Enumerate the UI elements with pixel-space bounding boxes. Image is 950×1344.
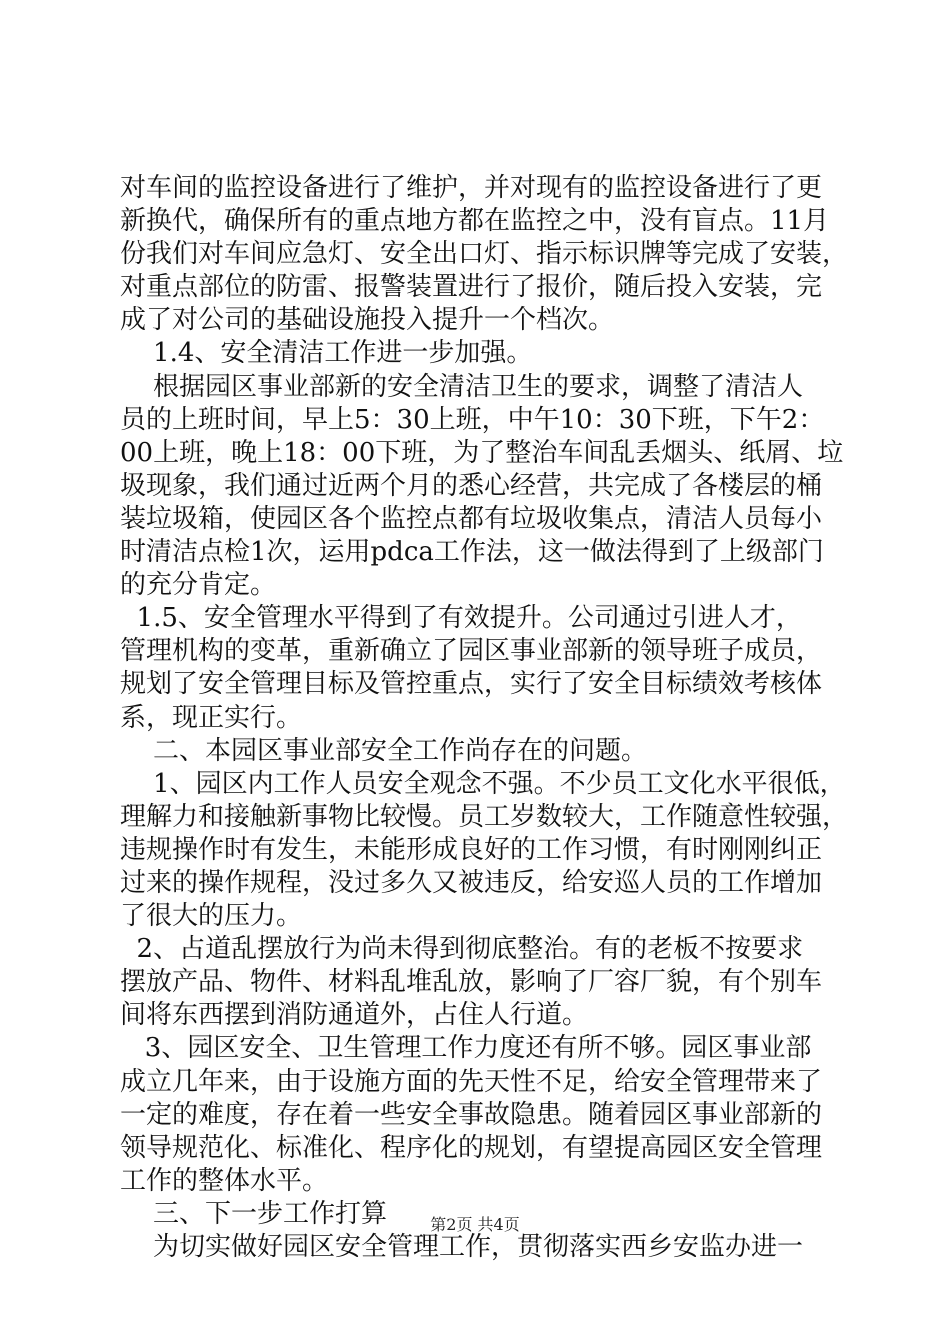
text-line: 份我们对车间应急灯、安全出口灯、指示标识牌等完成了安装， [120, 239, 849, 270]
text-line: 装垃圾箱，使园区各个监控点都有垃圾收集点，清洁人员每小 [120, 503, 823, 534]
page-footer [0, 1215, 950, 1235]
page-number: 第2页 共4页 [430, 1215, 520, 1234]
text-line: 员的上班时间，早上5：30上班，中午10：30下班，下午2： [120, 404, 825, 435]
text-line: 了很大的压力。 [120, 901, 303, 932]
text-line: 间将东西摆到消防通道外，占住人行道。 [120, 1000, 589, 1031]
text-line: 成立几年来，由于设施方面的先天性不足，给安全管理带来了 [120, 1066, 823, 1097]
text-line: 工作的整体水平。 [120, 1165, 329, 1196]
section-heading: 二、本园区事业部安全工作尚存在的问题。 [120, 735, 648, 766]
text-line: 摆放产品、物件、材料乱堆乱放，影响了厂容厂貌，有个别车 [120, 967, 823, 998]
text-line: 圾现象，我们通过近两个月的悉心经营，共完成了各楼层的桶 [120, 470, 823, 501]
text-line: 时清洁点检1次，运用pdca工作法，这一做法得到了上级部门 [120, 537, 824, 568]
text-line: 1、园区内工作人员安全观念不强。不少员工文化水平很低， [120, 768, 846, 799]
text-line: 领导规范化、标准化、程序化的规划，有望提高园区安全管理 [120, 1132, 823, 1163]
document-body [120, 172, 849, 1264]
text-line: 违规操作时有发生，未能形成良好的工作习惯，有时刚刚纠正 [120, 834, 823, 865]
text-line: 过来的操作规程，没过多久又被违反，给安巡人员的工作增加 [120, 867, 823, 898]
text-line: 成了对公司的基础设施投入提升一个档次。 [120, 305, 615, 336]
section-heading: 三、下一步工作打算 [120, 1198, 388, 1229]
text-line: 为切实做好园区安全管理工作，贯彻落实西乡安监办进一 [120, 1232, 804, 1262]
text-line: 理解力和接触新事物比较慢。员工岁数较大，工作随意性较强， [120, 801, 849, 832]
text-line: 系，现正实行。 [120, 702, 303, 733]
text-line: 00上班，晚上18：00下班，为了整治车间乱丢烟头、纸屑、垃 [120, 437, 844, 468]
text-line: 规划了安全管理目标及管控重点，实行了安全目标绩效考核体 [120, 669, 823, 700]
text-line: 对车间的监控设备进行了维护，并对现有的监控设备进行了更 [120, 173, 823, 203]
text-line: 一定的难度，存在着一些安全事故隐患。随着园区事业部新的 [120, 1099, 823, 1130]
section-heading: 1.5、安全管理水平得到了有效提升。公司通过引进人才， [120, 603, 802, 634]
text-line: 的充分肯定。 [120, 570, 277, 601]
text-line: 2、占道乱摆放行为尚未得到彻底整治。有的老板不按要求 [120, 934, 804, 965]
section-heading: 1.4、安全清洁工作进一步加强。 [120, 338, 533, 369]
text-line: 新换代，确保所有的重点地方都在监控之中，没有盲点。11月 [120, 206, 830, 237]
text-line: 根据园区事业部新的安全清洁卫生的要求，调整了清洁人 [120, 371, 804, 402]
text-line: 管理机构的变革，重新确立了园区事业部新的领导班子成员， [120, 636, 823, 667]
text-line: 对重点部位的防雷、报警装置进行了报价，随后投入安装，完 [120, 272, 823, 303]
text-line: 3、园区安全、卫生管理工作力度还有所不够。园区事业部 [120, 1033, 812, 1064]
